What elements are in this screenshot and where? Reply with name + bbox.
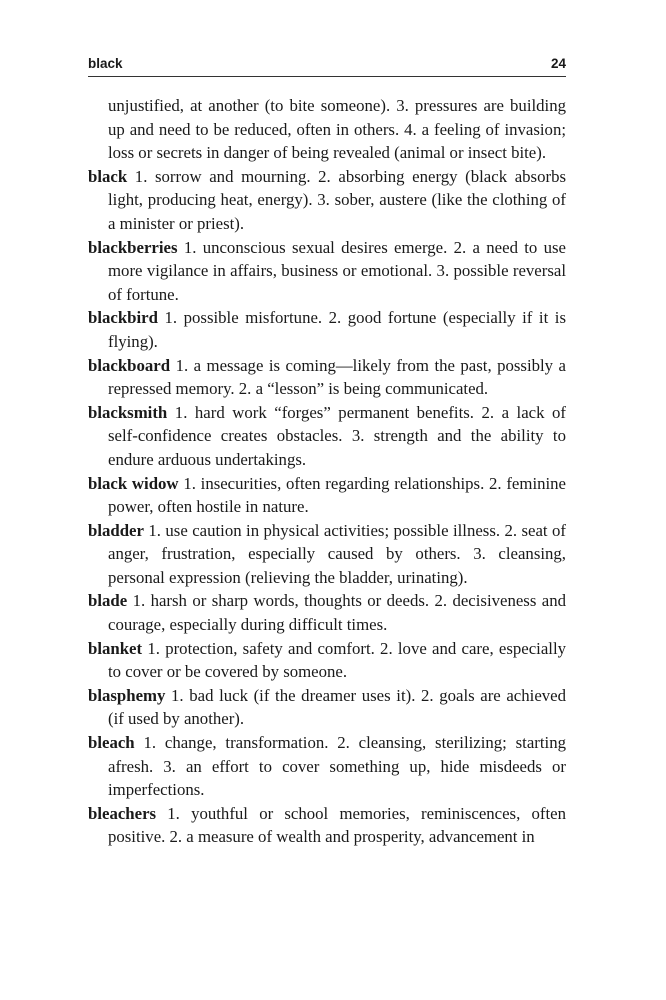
page-number: 24 xyxy=(550,56,566,71)
entry-term: blackbird xyxy=(88,308,158,328)
entry-definition: 1. unconscious sexual desires emerge. 2. a need to use more vigilance in affairs, business or emotional. 3. possible reversal of fortune. xyxy=(108,237,566,304)
running-head xyxy=(88,54,566,77)
entry xyxy=(88,354,566,401)
entry-term: blacksmith xyxy=(88,402,168,422)
entry xyxy=(88,589,566,636)
entry xyxy=(88,472,566,519)
dictionary-body xyxy=(88,94,566,849)
continuation-text: unjustified, at another (to bite someone). 3. pressures are building up and need to be reduced, often in others. 4. a feeling of invasion; loss or secrets in danger of being revealed (animal or insect bite). xyxy=(108,96,566,163)
entry-term: black xyxy=(88,166,128,186)
entry-term: bleach xyxy=(88,733,135,753)
entry xyxy=(88,401,566,472)
entry-term: blasphemy xyxy=(88,685,166,705)
entry xyxy=(88,236,566,307)
running-head-word: black xyxy=(88,56,123,71)
entry xyxy=(88,306,566,353)
entry-term: bleachers xyxy=(88,803,157,823)
entry xyxy=(88,802,566,849)
entry xyxy=(88,165,566,236)
entry-definition: 1. harsh or sharp words, thoughts or deeds. 2. decisiveness and courage, especially during difficult times. xyxy=(108,591,566,635)
entry-term: blackberries xyxy=(88,237,178,257)
entry xyxy=(88,731,566,802)
entry-definition: 1. youthful or school memories, reminiscences, often positive. 2. a measure of wealth and prosperity, advancement in xyxy=(108,803,566,847)
entry-definition: 1. possible misfortune. 2. good fortune (especially if it is flying). xyxy=(108,308,567,351)
entry-definition: 1. sorrow and mourning. 2. absorbing energy (black absorbs light, producing heat, energy). 3. sober, austere (like the clothing of a minister or priest). xyxy=(108,166,566,233)
entry-term: blade xyxy=(88,591,128,611)
entry-term: black widow xyxy=(88,473,179,493)
entry-continuation xyxy=(88,94,566,165)
entry-definition: 1. insecurities, often regarding relationships. 2. feminine power, often hostile in nature. xyxy=(108,473,566,517)
entry-definition: 1. change, transformation. 2. cleansing, sterilizing; starting afresh. 3. an effort to cover something up, hide misdeeds or imperfections. xyxy=(108,733,566,800)
entry-definition: 1. hard work “forges” permanent benefits. 2. a lack of self-confidence creates obstacles. 3. strength and the ability to endure arduous undertakings. xyxy=(108,402,567,469)
entry-definition: 1. a message is coming—likely from the past, possibly a repressed memory. 2. a “lesson” is being communicated. xyxy=(108,355,566,399)
entry xyxy=(88,519,566,590)
entry-term: blanket xyxy=(88,638,143,658)
entry xyxy=(88,637,566,684)
entry-term: blackboard xyxy=(88,355,171,375)
entry-definition: 1. use caution in physical activities; possible illness. 2. seat of anger, frustration, especially caused by others. 3. cleansing, personal expression (relieving the bladder, urinating). xyxy=(108,520,566,587)
entry-term: bladder xyxy=(88,520,144,540)
entry-definition: 1. bad luck (if the dreamer uses it). 2. goals are achieved (if used by another). xyxy=(108,685,566,729)
entry-definition: 1. protection, safety and comfort. 2. love and care, especially to cover or be covered by someone. xyxy=(108,638,566,682)
entry xyxy=(88,684,566,731)
